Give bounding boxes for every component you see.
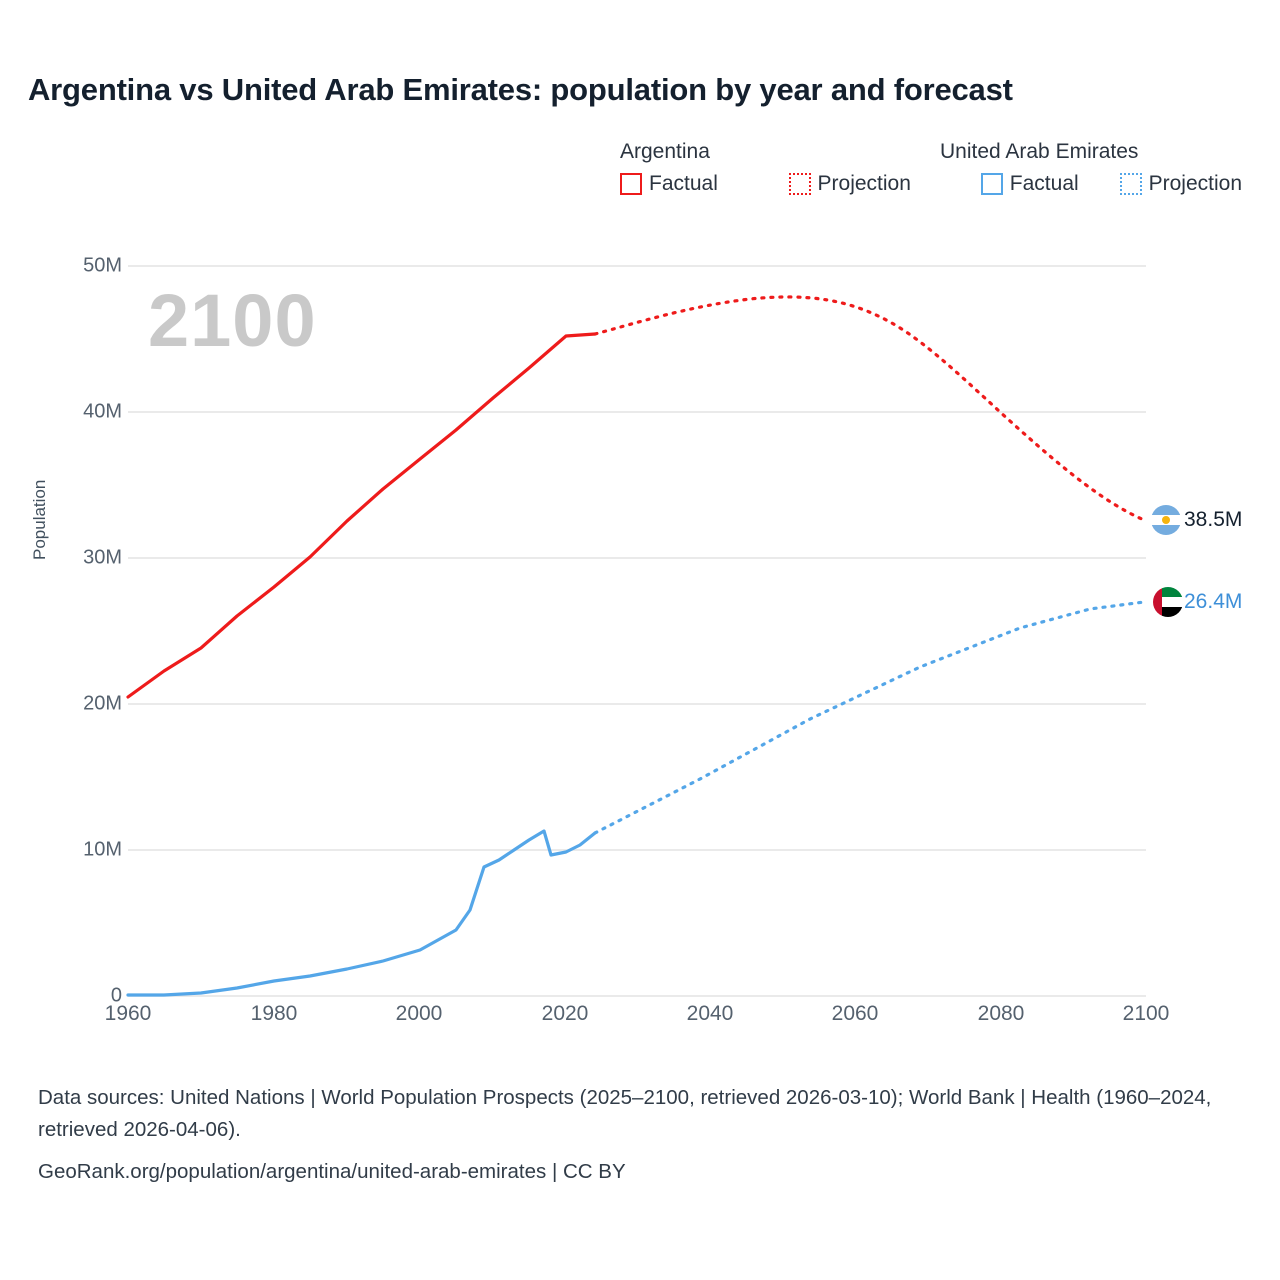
x-tick-label: 1960 [104,1002,152,1025]
legend-group-title-uae: United Arab Emirates [940,140,1139,163]
y-tick-label: 10M [83,838,122,861]
united-arab-emirates-flag-icon [1153,587,1183,617]
x-tick-label: 2060 [831,1002,879,1025]
page-title: Argentina vs United Arab Emirates: population by year and forecast [28,72,1013,107]
x-tick-label: 2100 [1122,1002,1170,1025]
legend-label: Projection [1148,172,1242,195]
series-argentina-factual-line [128,334,595,697]
big-year-annotation: 2100 [148,279,317,362]
legend-swatch-dotted-icon [789,173,811,195]
legend-group-titles [620,140,1260,164]
argentina-flag-icon [1151,505,1181,535]
uae-endpoint-label: 26.4M [1184,590,1243,613]
chart-legend [620,140,1260,196]
y-axis-label: Population [30,479,49,560]
series-uae-factual-line [128,831,595,995]
legend-label: Factual [649,172,718,195]
legend-label: Factual [1009,172,1079,195]
legend-swatch-dotted-icon [1120,173,1142,195]
attribution-text: GeoRank.org/population/argentina/united-arab-emirates | CC BY [38,1159,626,1183]
data-sources-text: Data sources: United Nations | World Population Prospects (2025–2100, retrieved 2026-03-10); World Bank | Health (1960–2024, retrieved 2026-04-06). [38,1086,1212,1141]
footer [38,1082,1253,1187]
grid-lines [128,266,1146,996]
legend-items [620,172,1260,196]
chart-svg [0,230,1280,1060]
legend-swatch-solid-icon [981,173,1003,195]
plot-area [0,230,1280,1060]
series-argentina-projection-line [595,297,1144,520]
y-tick-label: 40M [83,400,122,423]
y-tick-label: 20M [83,692,122,715]
y-tick-label: 0 [110,984,122,1007]
legend-group-title-argentina: Argentina [620,140,710,163]
x-tick-label: 2040 [686,1002,734,1025]
legend-label: Projection [817,172,911,195]
series-uae-projection-line [595,602,1144,833]
x-tick-label: 2000 [395,1002,443,1025]
y-tick-label: 50M [83,254,122,277]
argentina-endpoint-label: 38.5M [1184,508,1243,531]
x-tick-label: 1980 [250,1002,298,1025]
legend-item-uae-factual[interactable] [981,172,1102,196]
legend-item-uae-projection[interactable] [1120,172,1242,196]
legend-swatch-solid-icon [620,173,642,195]
legend-item-argentina-projection[interactable] [789,172,963,196]
x-tick-label: 2080 [977,1002,1025,1025]
y-tick-label: 30M [83,546,122,569]
x-tick-label: 2020 [541,1002,589,1025]
legend-item-argentina-factual[interactable] [620,172,771,196]
